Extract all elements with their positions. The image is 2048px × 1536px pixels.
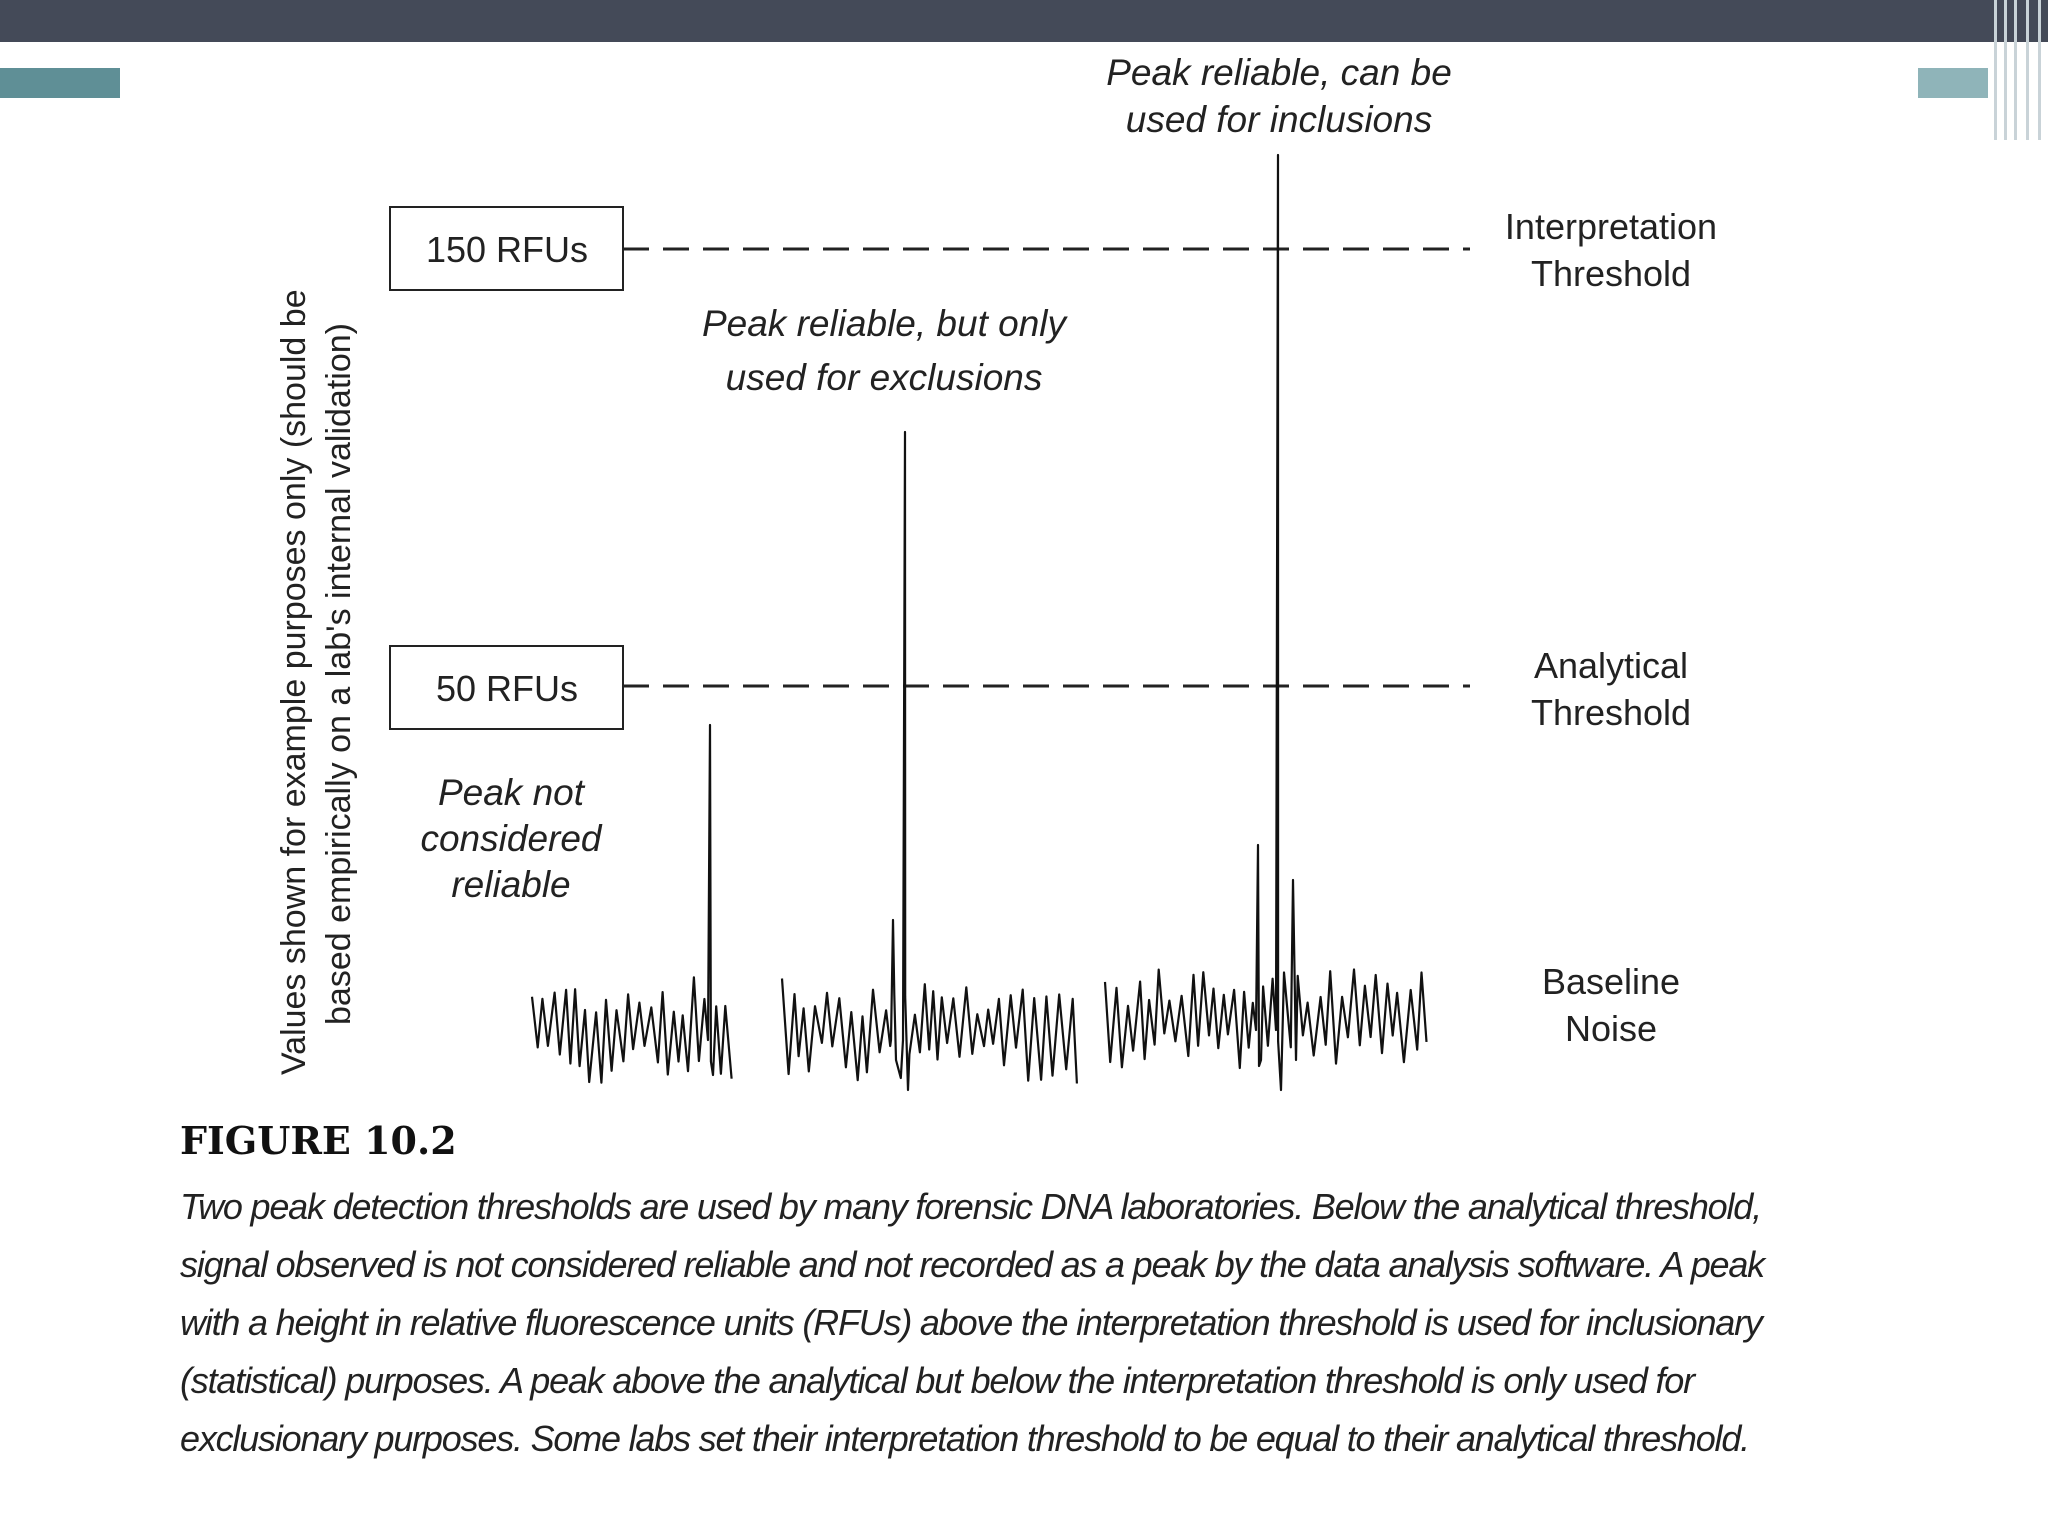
caption-line: exclusionary purposes. Some labs set their interpretation threshold to be equal to their analytical threshold. <box>180 1418 1749 1459</box>
caption-line: with a height in relative fluorescence units (RFUs) above the interpretation threshold is used for inclusionary <box>180 1302 1762 1343</box>
interpretation-value-text: 150 RFUs <box>425 229 589 270</box>
unreliable-peak-label-line-2: considered <box>420 818 602 859</box>
exclusion-peak-label-line-2: used for exclusions <box>725 357 1043 398</box>
caption-line: signal observed is not considered reliable and not recorded as a peak by the data analysis software. A peak <box>180 1244 1764 1285</box>
vertical-note-line-2: based empirically on a lab's internal validation) <box>320 323 358 1025</box>
interpretation-label-line-2: Threshold <box>1530 253 1692 294</box>
inclusion-peak-label-line-2: used for inclusions <box>1125 99 1433 140</box>
interpretation-label-line-1: Interpretation <box>1504 206 1718 247</box>
baseline-label-line-1: Baseline <box>1541 961 1681 1002</box>
analytical-value-text: 50 RFUs <box>435 668 579 709</box>
noise-trace-right <box>1105 155 1427 1090</box>
unreliable-peak-label-line-3: reliable <box>451 864 571 905</box>
exclusion-peak-label-line-1: Peak reliable, but only <box>701 303 1067 344</box>
caption-line: Two peak detection thresholds are used by many forensic DNA laboratories. Below the analytical threshold, <box>180 1186 1761 1227</box>
vertical-note-line-1: Values shown for example purposes only (should be <box>275 289 313 1075</box>
analytical-label-line-2: Threshold <box>1530 692 1692 733</box>
baseline-label-line-2: Noise <box>1564 1008 1658 1049</box>
caption-line: (statistical) purposes. A peak above the analytical but below the interpretation threshold is only used for <box>180 1360 1694 1401</box>
inclusion-peak-label-line-1: Peak reliable, can be <box>1106 52 1452 93</box>
analytical-label-line-1: Analytical <box>1533 645 1689 686</box>
signal-traces <box>532 155 1427 1090</box>
figure-title: FIGURE 10.2 <box>180 1118 457 1163</box>
vertical-note <box>275 289 358 1075</box>
unreliable-peak-label-line-1: Peak not <box>437 772 585 813</box>
figure-caption <box>180 1178 1840 1468</box>
noise-trace-middle <box>782 432 1077 1090</box>
